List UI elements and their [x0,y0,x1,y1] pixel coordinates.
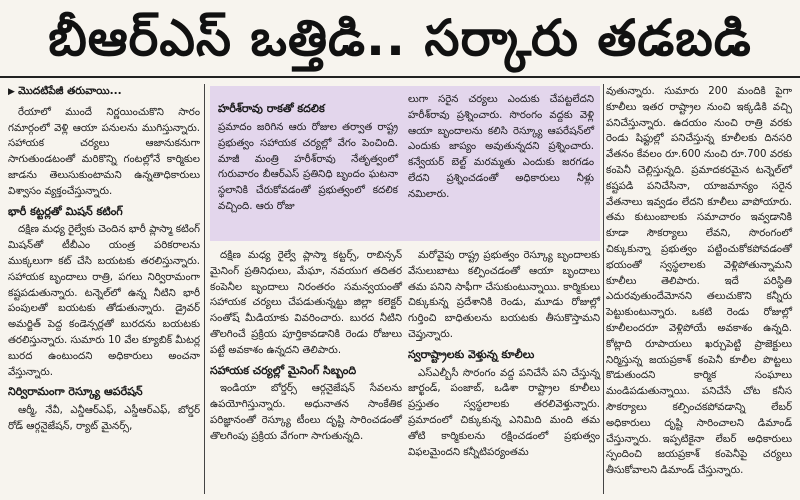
article-column-3 [408,248,600,493]
triangle-icon: ▶ [8,87,19,97]
article-column-4 [606,84,792,494]
continuation-kicker [8,84,200,101]
headline: బీఆర్ఎస్ ఒత్తిడి.. సర్కారు తడబడి [0,0,800,78]
paragraph: ఆర్మీ, నేవీ, ఎన్డీఆర్ఎఫ్, ఎస్డీఆర్ఎఫ్, బోర్డర్ రోడ్ ఆర్గనైజేషన్, ర్యాట్ మైనర్స్, [8,405,200,432]
column-divider [603,84,604,494]
subheading: స్వరాష్ట్రాలకు వెళ్తున్న కూలీలు [408,347,535,361]
subheading: సహాయక చర్యల్లో మైనింగ్ సిబ్బంది [210,363,357,377]
box-text-left: ప్రమాదం జరిగిన ఆరు రోజుల తర్వాత రాష్ట్ర ప్రభుత్వం సహాయక చర్యల్లో వేగం పెంచింది. మాజీ మంత్రి హరీశ్‌రావు నేతృత్వంలో గురువారం బీఆర్ఎస్ ప్రతినిధి బృందం ఘటనా స్థలానికి చేరుకోవడంతో ప్రభుత్వంలో కదలిక వచ్చింది. ఆరు రోజు [218,122,398,212]
subheading: నిర్విరామంగా రెస్క్యూ ఆపరేషన్ [8,385,143,399]
box-text-right: లుగా సరైన చర్యలు ఎందుకు చేపట్టలేదని హరీశ్‌రావు ప్రశ్నించారు. సొరంగం వద్దకు వెళ్లి ఆయా బృందాలను కలిసి రెస్క్యూ ఆపరేషన్‌లో ఎందుకు జాప్యం అవుతున్నదని ప్రశ్నించారు. కన్వేయర్ బెల్ట్ మరమ్మతు ఎందుకు జరగడం లేదని ప్రశ్నించడంతో అధికారులు నీళ్లు నమిలారు. [408,94,594,200]
paragraph: వుతున్నారు. సుమారు 200 మందికి పైగా కూలీలు ఇతర రాష్ట్రాల నుంచి ఇక్కడికి వచ్చి పనిచేస్తున్నారు. ఉదయం నుంచి రాత్రి వరకు రెండు షిఫ్టుల్లో పనిచేస్తున్న కూలీలకు దినసరి వేతనం కేవలం రూ.600 నుంచి రూ.700 వరకు కంపెనీ చెల్లిస్తున్నది. ప్రమాదకరమైన టన్నెల్‌లో కష్టపడి పనిచేసినా, యాజమాన్యం సరైన వేతనాలు ఇవ్వడం లేదని కూలీలు వాపోయారు. తమ కుటుంబాలకు సమాచారం ఇవ్వడానికి కూడా సౌకర్యాలు లేవని, సొరంగంలో చిక్కుకున్నా ప్రభుత్వం పట్టించుకోకపోవడంతో భయంతో స్వస్థలాలకు వెళ్లిపోతున్నామని కూలీలు తెలిపారు. ఇదే పరిస్థితి ఎదురవుతుందేమోనని తలుచుకొని కన్నీరు పెట్టుకుంటున్నారు. ఒకటి రెండు రోజుల్లో కూలీలందరూ వెళ్లిపోయే అవకాశం ఉన్నది. కోట్లాది రూపాయలు ఖర్చుపెట్టి ప్రాజెక్టులు నిర్మిస్తున్న జయప్రకాశ్ కంపెనీ కూలీల పొట్టలు కొడుతుందని కార్మిక సంఘాలు మండిపడుతున్నాయి. పనిచేసే చోట కనీస సౌకర్యాలు కల్పించకపోవడాన్ని లేబర్ అధికారులు దృష్టి సారించాలని డిమాండ్ చేస్తున్నారు. ఇప్పటికైనా లేబర్ అధికారులు స్పందించి జయప్రకాశ్ కంపెనీపై చర్యలు తీసుకోవాలని డిమాండ్ చేస్తున్నారు. [606,86,792,477]
highlight-box [210,86,600,241]
column-divider [204,84,205,494]
paragraph: రేయాలో ముందే నిర్ణయించుకొని సారం గమార్గంలో వెళ్లి ఆయా పనులను ముగిస్తున్నారు. సహాయక చర్యలు ఆజానుకనుగా సాగుతుండటంతో మరికొన్ని గంటల్లోనే కార్మికుల జాడను తెలుసుకుంటామని ఉన్నతాధికారులు విశ్వాసం వ్యక్తంచేస్తున్నారు. [8,106,200,197]
paragraph: ఎస్ఎల్బీసీ సొరంగం వద్ద పనిచేసే పని చేస్తున్న జార్ఖండ్, పంజాబ్, ఒడిశా రాష్ట్రాల కూలీలు ప్రస్తుతం స్వస్థలాలకు తరలివెళ్తున్నారు. ప్రమాదంలో చిక్కుకున్న ఎనిమిది మంది తమ తోటి కార్మికులను రక్షించడంలో ప్రభుత్వం విఫలమైందని కన్నీటిపర్యంతమ [408,367,600,458]
kicker-text: మొదటిపేజీ తరువాయి... [18,85,122,97]
article-column-1 [8,84,200,494]
paragraph: ఇండియా బోర్డర్స్ ఆర్గనైజేషన్ సేవలను ఉపయోగిస్తున్నారు. అధునాతన సాంకేతిక పరిజ్ఞానంతో రెస్క్యూ టీంలు దృష్టి సారించడంతో తొలగింపు ప్రక్రియ వేగంగా సాగుతున్నది. [210,383,402,442]
subheading: భారీ కట్టర్లతో మిషన్ కటింగ్ [8,204,123,218]
box-title: హరీశ్‌రావు రాకతో కదలిక [218,102,325,115]
paragraph: దక్షిణ మధ్య రైల్వేకు చెందిన భారీ ప్లాస్మా కటింగ్ మిషన్‌తో టీబీఎం యంత్ర పరికరాలను ముక్కలుగా కట్ చేసి బయటకు తరలిస్తున్నారు. సహాయక బృందాలు రాత్రి, పగలు నిర్విరామంగా కష్టపడుతున్నారు. టన్నెల్‌లో ఉన్న నీటిని భారీ పంపులతో బయటకు తోడుతున్నారు. డ్రైవర్ అమర్జిత్ పెద్ద కండెన్సర్లతో బురదను బయటకు తరలిస్తున్నారు. సుమారు 10 వేల క్యూబిక్ మీటర్ల బురద ఉంటుందని అధికారులు అంచనా వేస్తున్నారు. [8,224,200,378]
paragraph: దక్షిణ మధ్య రైల్వే ప్లాస్మా కట్టర్స్, రాబిన్సన్ మైనింగ్ ప్రతినిధులు, మేఘా, నవయుగ తదితర కంపెనీల బృందాలు నిరంతరం సమన్వయంతో సహాయక చర్యలు చేపడుతున్నట్టు జిల్లా కలెక్టర్ సంతోష్ మీడియాకు వివరించారు. బురద నీటిని తొలగించే ప్రక్రియ పూర్తికావడానికి రెండు రోజులు పట్టే అవకాశం ఉన్నదని తెలిపారు. [210,250,402,356]
paragraph: మరోవైపు రాష్ట్ర ప్రభుత్వం రెస్క్యూ బృందాలకు వేసులుబాటు కల్పించడంతో ఆయా బృందాలు తమ పనిని సాఫీగా చేసుకుంటున్నాయి. కార్మికులు చిక్కుకున్న ప్రదేశానికి రెండు, మూడు రోజుల్లో గుర్తించి బాధితులను బయటకు తీసుకొస్తామని చెప్తున్నారు. [408,250,600,340]
article-column-2 [210,248,402,493]
